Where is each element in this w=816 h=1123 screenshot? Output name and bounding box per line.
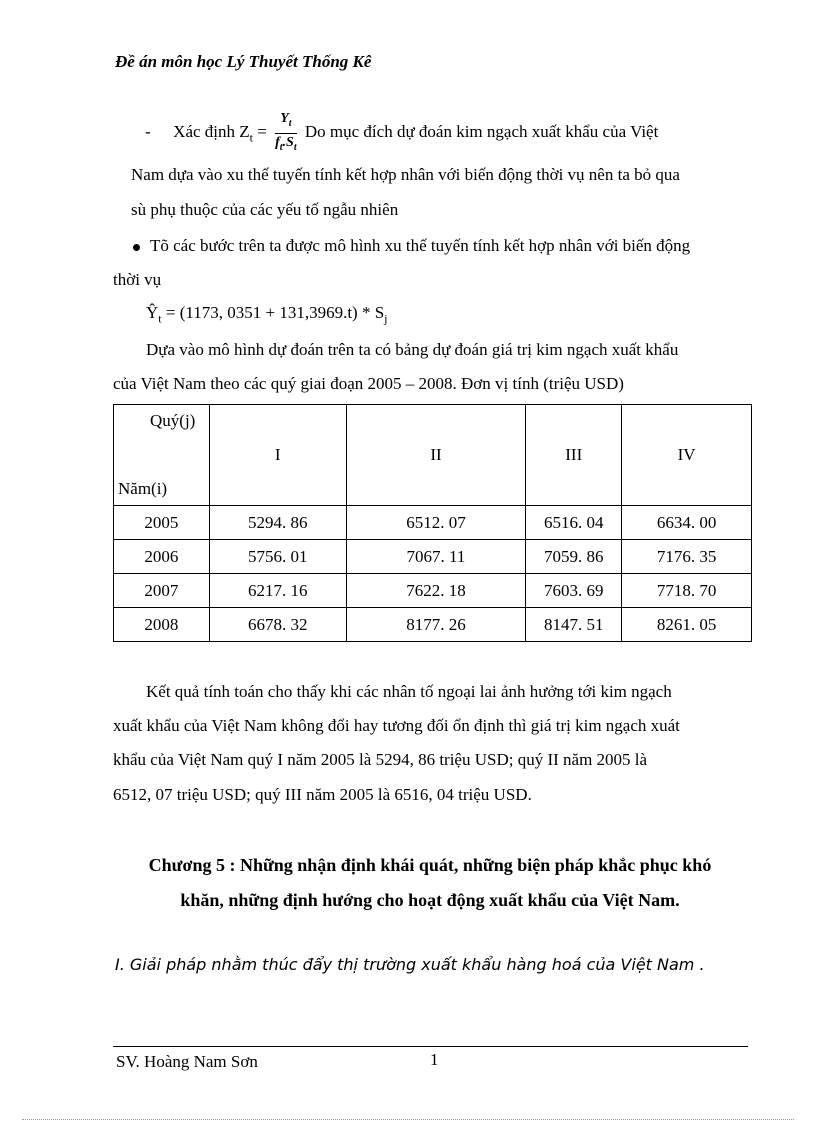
formula-sub-j: j [384,311,388,326]
value-cell: 8177. 26 [346,608,526,642]
model-formula [146,303,388,326]
value-cell: 6217. 16 [209,574,346,608]
page-bottom-border [22,1119,794,1120]
value-cell: 6678. 32 [209,608,346,642]
paragraph-2-line-1: Nam dựa vào xu thế tuyến tính kết hợp nhân với biến động thời vụ nên ta bỏ qua [131,165,680,184]
table-row [114,574,752,608]
quarter-header: III [526,405,622,506]
corner-quarter-label: Quý(j) [150,411,196,430]
bullet-text: Tõ các bước trên ta được mô hình xu thế tuyến tính kết hợp nhân với biến động [150,236,691,255]
chapter-heading [100,848,760,918]
quarter-header: IV [622,405,752,506]
paragraph-4-line-2: của Việt Nam theo các quý giai đoạn 2005 – 2008. Đơn vị tính (triệu USD) [113,374,624,393]
conclusion-line-3: khẩu của Việt Nam quý I năm 2005 là 5294, 86 triệu USD; quý II năm 2005 là [113,750,648,769]
formula-body: = (1173, 0351 + 131,3969.t) * S [161,303,385,322]
fraction [275,110,297,157]
num-sub: t [288,117,292,129]
den-f: f [275,134,280,150]
value-cell: 7622. 18 [346,574,526,608]
formula-sub-t: t [158,311,162,326]
quarter-header: II [346,405,526,506]
value-cell: 5294. 86 [209,506,346,540]
conclusion-line-4: 6512, 07 triệu USD; quý III năm 2005 là 6516, 04 triệu USD. [113,785,532,804]
value-cell: 6512. 07 [346,506,526,540]
fraction-denominator [275,134,297,157]
page-header-title: Đề án môn học Lý Thuyết Thống Kê [115,52,372,71]
value-cell: 5756. 01 [209,540,346,574]
value-cell: 6516. 04 [526,506,622,540]
definition-tail: Do mục đích dự đoán kim ngạch xuất khẩu của Việt [304,122,659,142]
conclusion-line-2: xuất khẩu của Việt Nam không đổi hay tương đối ổn định thì giá trị kim ngạch xuát [113,716,680,735]
den-sub2: t [293,141,297,153]
definition-lead: Xác định Z [173,122,250,142]
value-cell: 8147. 51 [526,608,622,642]
dash-marker: - [145,122,151,142]
year-cell: 2006 [114,540,210,574]
value-cell: 6634. 00 [622,506,752,540]
quarter-header: I [209,405,346,506]
table-row [114,608,752,642]
year-cell: 2007 [114,574,210,608]
value-cell: 7059. 86 [526,540,622,574]
paragraph-2-line-2: sù phụ thuộc của các yếu tố ngẫu nhiên [131,200,399,219]
table-row [114,506,752,540]
den-sub1: t [279,141,283,153]
value-cell: 7067. 11 [346,540,526,574]
bullet-paragraph-line-1 [133,236,690,256]
footer-author: SV. Hoàng Nam Sơn [116,1052,258,1071]
chapter-heading-line-1: Chương 5 : Những nhận định khái quát, những biện pháp khắc phục khó [148,855,712,875]
fraction-numerator [275,110,297,134]
table-corner-cell [114,405,210,506]
paragraph-4-line-1: Dựa vào mô hình dự đoán trên ta có bảng dự đoán giá trị kim ngạch xuất khẩu [146,340,679,359]
chapter-heading-line-2: khăn, những định hướng cho hoạt động xuất khẩu của Việt Nam. [180,890,680,910]
equals-sign: = [253,122,267,142]
footer-divider [113,1046,748,1047]
table-header-row [114,405,752,506]
table-row [114,540,752,574]
value-cell: 7603. 69 [526,574,622,608]
page-number: 1 [430,1050,439,1069]
conclusion-line-1: Kết quả tính toán cho thấy khi các nhân tố ngoại lai ảnh hưởng tới kim ngạch [146,682,672,701]
year-cell: 2005 [114,506,210,540]
subscript-t: t [249,130,253,145]
value-cell: 7718. 70 [622,574,752,608]
section-heading: I. Giải pháp nhằm thúc đẩy thị trường xuất khẩu hàng hoá của Việt Nam . [115,955,705,974]
forecast-table [113,404,752,642]
value-cell: 7176. 35 [622,540,752,574]
corner-year-label: Năm(i) [118,479,168,498]
bullet-paragraph-line-2: thời vụ [113,270,162,289]
bullet-icon [133,244,140,251]
num-y: Y [280,111,289,126]
year-cell: 2008 [114,608,210,642]
value-cell: 8261. 05 [622,608,752,642]
definition-line [145,110,658,158]
formula-yhat: Ŷ [146,303,159,322]
den-s: .S [282,134,294,150]
